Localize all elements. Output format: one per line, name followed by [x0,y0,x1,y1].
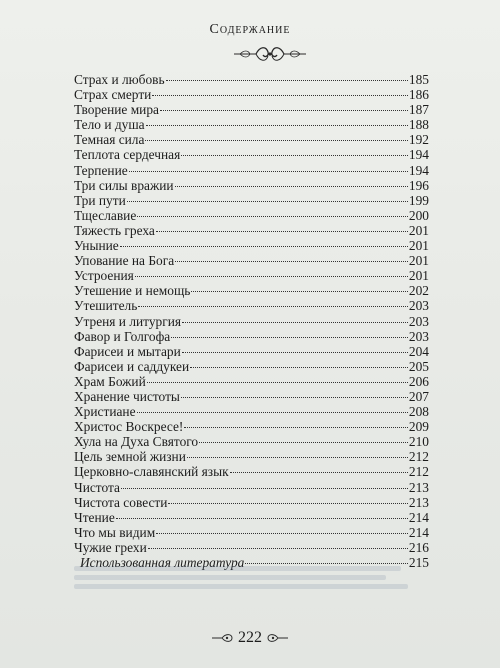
dot-leader [168,502,407,504]
toc-entry-title: Утреня и литургия [74,313,182,329]
toc-entry-page: 203 [408,298,429,314]
toc-entry [74,253,429,268]
toc-entry [74,449,429,464]
toc-entry-page: 214 [408,524,429,540]
toc-entry [74,132,429,147]
toc-entry [74,102,429,117]
toc-entry-title: Чужие грехи [74,539,147,555]
dot-leader [182,351,408,353]
toc-entry-page: 199 [408,192,429,208]
toc-entry-title: Страх смерти [74,87,152,103]
toc-entry-page: 202 [408,283,429,299]
toc-entry-title: Темная сила [74,132,145,148]
toc-entry-title: Хранение чистоты [74,388,180,404]
toc-entry-title: Терпение [74,162,128,178]
dot-leader [175,260,408,262]
toc-entry [74,389,429,404]
dot-leader [147,381,408,383]
toc-entry-page: 186 [408,87,429,103]
dot-leader [135,275,408,277]
toc-entry-page: 209 [408,419,429,435]
toc-entry-title: Чистота [74,479,120,495]
dot-leader [160,109,408,111]
toc-entry-title: Фавор и Голгофа [74,328,171,344]
dot-leader [120,245,408,247]
toc-entry-page: 196 [408,177,429,193]
toc-entry [74,434,429,449]
toc-entry [74,208,429,223]
dot-leader [199,441,408,443]
toc-entry [74,404,429,419]
toc-entry-page: 207 [408,388,429,404]
toc-entry-page: 208 [408,404,429,420]
dot-leader [184,426,408,428]
dot-leader [230,471,408,473]
dot-leader [116,517,408,519]
toc-entry [74,238,429,253]
toc-entry [74,374,429,389]
toc-entry-page: 212 [408,464,429,480]
dot-leader [156,230,408,232]
toc-entry-title: Использованная литература [80,555,245,570]
toc-entry-page: 212 [408,449,429,465]
toc-entry [74,117,429,132]
toc-entry-title: Хула на Духа Святого [74,434,199,450]
table-of-contents [74,72,429,570]
toc-entry [74,298,429,313]
dot-leader [175,185,408,187]
toc-entry [74,72,429,87]
toc-entry [74,268,429,283]
toc-entry-title: Три пути [74,192,126,208]
toc-entry-title: Церковно-славянский язык [74,464,229,480]
toc-entry-page: 201 [408,222,429,238]
toc-entry [74,464,429,479]
dot-leader [121,487,408,489]
toc-entry [74,314,429,329]
header-ornament-icon [232,44,308,64]
dot-leader [138,305,408,307]
toc-entry-title: Цель земной жизни [74,449,186,465]
dot-leader [191,290,408,292]
dot-leader [137,215,408,217]
toc-entry-title: Христиане [74,404,136,420]
toc-entry-page: 187 [408,102,429,118]
toc-entry-page: 201 [408,268,429,284]
toc-entry-title: Уныние [74,238,119,254]
toc-entry [74,510,429,525]
toc-entry [74,480,429,495]
toc-entry-page: 213 [408,479,429,495]
toc-entry-page: 203 [408,313,429,329]
toc-entry-title: Творение мира [74,102,159,118]
toc-entry-title: Страх и любовь [74,72,165,87]
toc-entry-title: Утешение и немощь [74,283,191,299]
toc-entry [74,193,429,208]
page-number: 222 [238,629,262,646]
dot-leader [148,547,408,549]
toc-entry-page: 201 [408,238,429,254]
toc-entry [74,495,429,510]
dot-leader [187,456,408,458]
dot-leader [137,411,408,413]
dot-leader [182,321,408,323]
toc-entry-page: 213 [408,494,429,510]
toc-entry-title: Устроения [74,268,134,284]
toc-entry [74,540,429,555]
footer-ornament-left-icon [210,632,234,644]
toc-entry-page: 210 [408,434,429,450]
toc-entry [74,163,429,178]
toc-entry-title: Тщеславие [74,207,137,223]
toc-entry-page: 214 [408,509,429,525]
toc-entry [74,147,429,162]
toc-entry-page: 201 [408,253,429,269]
dot-leader [146,124,408,126]
dot-leader [181,154,408,156]
dot-leader [156,532,408,534]
toc-entry-page: 206 [408,373,429,389]
toc-entry-title: Утешитель [74,298,138,314]
dot-leader [190,366,408,368]
page-footer [0,629,500,647]
toc-entry [74,525,429,540]
toc-entry-page: 192 [408,132,429,148]
toc-entry [74,329,429,344]
toc-entry-page: 204 [408,343,429,359]
dot-leader [171,336,408,338]
footer-ornament-right-icon [266,632,290,644]
toc-entry [74,419,429,434]
toc-entry [74,283,429,298]
toc-entry-title: Фарисеи и саддукеи [74,358,190,374]
toc-entry-title: Упование на Бога [74,253,175,269]
dot-leader [152,94,408,96]
toc-entry-page: 188 [408,117,429,133]
toc-entry-title: Что мы видим [74,524,156,540]
toc-entry [74,344,429,359]
toc-entry-page: 194 [408,147,429,163]
toc-entry-title: Чистота совести [74,494,168,510]
dot-leader [145,139,407,141]
toc-entry-title: Храм Божий [74,373,146,389]
toc-entry [74,223,429,238]
toc-entry-page: 185 [408,72,429,87]
dot-leader [127,200,408,202]
toc-entry-page: 203 [408,328,429,344]
toc-entry-page: 200 [408,207,429,223]
toc-entry-title: Тяжесть греха [74,222,155,238]
dot-leader [181,396,408,398]
toc-entry-title: Теплота сердечная [74,147,181,163]
toc-entry-page: 194 [408,162,429,178]
toc-entry-page: 216 [408,539,429,555]
toc-entry [74,359,429,374]
toc-entry-title: Фарисеи и мытари [74,343,181,359]
toc-entry-title: Тело и душа [74,117,145,133]
page-header: Содержание [209,22,291,37]
toc-entry-page: 205 [408,358,429,374]
dot-leader [129,170,408,172]
toc-entry [74,87,429,102]
bleed-through-shadow [74,562,429,592]
toc-entry-page: 215 [408,555,429,570]
toc-entry-title: Чтение [74,509,115,525]
toc-entry [74,178,429,193]
toc-entry-title: Христос Воскресе! [74,419,184,435]
toc-entry-title: Три силы вражии [74,177,174,193]
dot-leader [166,79,408,81]
